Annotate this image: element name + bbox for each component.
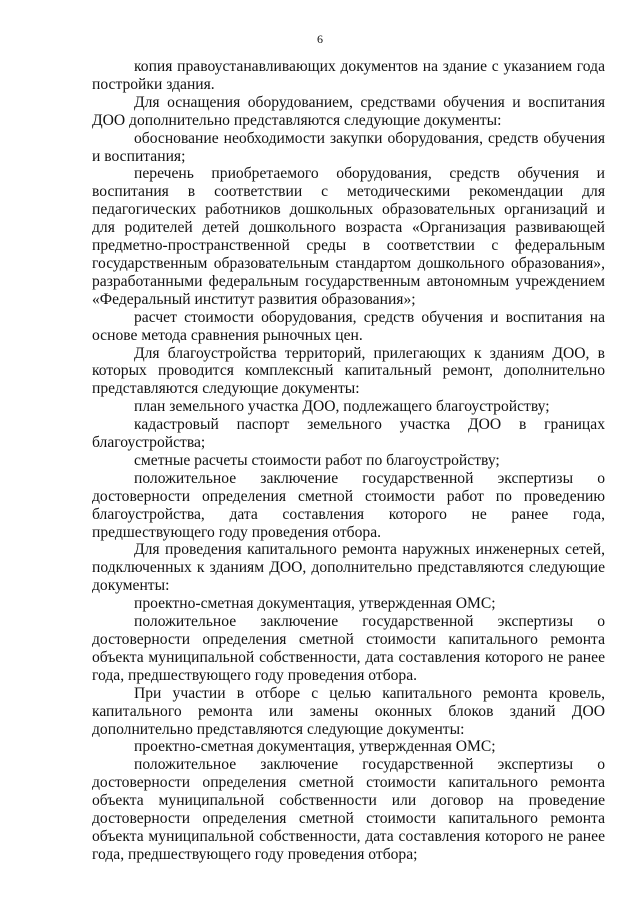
- paragraph: расчет стоимости оборудования, средств обучения и воспитания на основе метода сравнения рыночных цен.: [92, 308, 605, 344]
- paragraph: проектно-сметная документация, утвержденная ОМС;: [134, 738, 496, 756]
- paragraph: сметные расчеты стоимости работ по благоустройству;: [134, 451, 500, 469]
- paragraph: Для благоустройства территорий, прилегающих к зданиям ДОО, в которых проводится комплексный капитальный ремонт, дополнительно представляются следующие документы:: [92, 344, 605, 398]
- paragraph: проектно-сметная документация, утвержденная ОМС;: [134, 595, 496, 613]
- paragraph: кадастровый паспорт земельного участка ДОО в границах благоустройства;: [92, 416, 605, 452]
- paragraph: положительное заключение государственной экспертизы о достоверности определения сметной стоимости капитального ремонта объекта муниципальной собственности или договор на проведение достоверности определения сметной стоимости капитального ремонта объекта муниципальной собственности, дата составления которого не ранее года, предшествующего году проведения отбора;: [92, 756, 605, 863]
- paragraph: обоснование необходимости закупки оборудования, средств обучения и воспитания;: [92, 129, 605, 165]
- page-number: 6: [317, 32, 323, 46]
- paragraph: положительное заключение государственной экспертизы о достоверности определения сметной стоимости работ по проведению благоустройства, дата составления которого не ранее года, предшествующего году проведения отбора.: [92, 469, 605, 541]
- paragraph: Для оснащения оборудованием, средствами обучения и воспитания ДОО дополнительно представляются следующие документы:: [92, 93, 605, 129]
- document-body: [92, 58, 605, 864]
- paragraph: При участии в отборе с целью капитального ремонта кровель, капитального ремонта или замены оконных блоков зданий ДОО дополнительно представляются следующие документы:: [92, 684, 605, 738]
- paragraph: копия правоустанавливающих документов на здание с указанием года постройки здания.: [92, 58, 605, 93]
- paragraph: план земельного участка ДОО, подлежащего благоустройству;: [134, 398, 550, 416]
- paragraph: перечень приобретаемого оборудования, средств обучения и воспитания в соответствии с методическими рекомендации для педагогических работников дошкольных образовательных организаций и для родителей детей дошкольного возраста «Организация развивающей предметно-пространственной среды в соответствии с федеральным государственным образовательным стандартом дошкольного образования», разработанными федеральным государственным автономным учреждением «Федеральный институт развития образования»;: [92, 165, 605, 308]
- paragraph: Для проведения капитального ремонта наружных инженерных сетей, подключенных к зданиям ДОО, дополнительно представляются следующие документы:: [92, 541, 605, 595]
- paragraph: положительное заключение государственной экспертизы о достоверности определения сметной стоимости капитального ремонта объекта муниципальной собственности, дата составления которого не ранее года, предшествующего году проведения отбора.: [92, 613, 605, 684]
